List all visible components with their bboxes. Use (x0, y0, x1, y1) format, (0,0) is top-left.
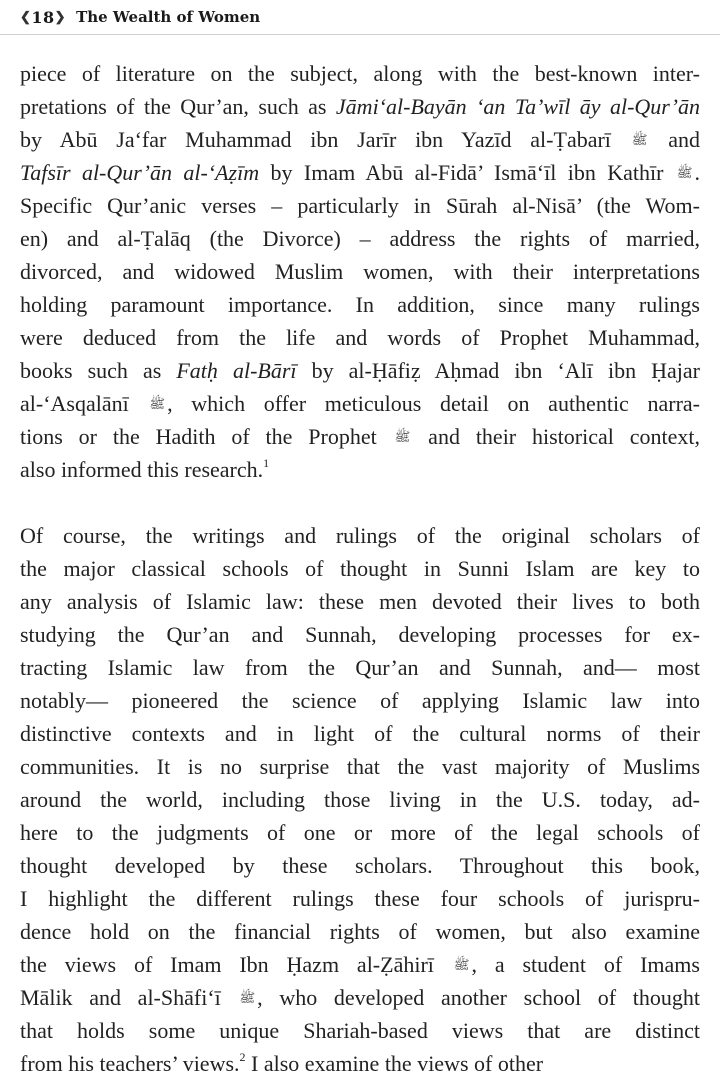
book-title: The Wealth of Women (76, 8, 261, 26)
page-number (20, 8, 66, 27)
text-line (20, 123, 700, 156)
text-run: thought developed by these scholars. Throughout this book, (20, 853, 700, 878)
text-run: notably— pioneered the science of applying Islamic law into (20, 688, 700, 713)
text-run: communities. It is no surprise that the vast majority of Muslims (20, 754, 700, 779)
text-run: tracting Islamic law from the Qur’an and Sunnah, and— most (20, 655, 700, 680)
text-run: by Abū Ja‘far Muhammad ibn Jarīr ibn Yazīd al-Ṭabarī (20, 127, 630, 152)
honorific-icon: ﷺ (453, 957, 470, 972)
body-text (20, 57, 700, 1080)
text-run: dence hold on the financial rights of women, but also examine (20, 919, 700, 944)
text-line (20, 948, 700, 981)
text-run: . (694, 160, 700, 185)
text-run: tions or the Hadith of the Prophet (20, 424, 393, 449)
text-run: around the world, including those living in the U.S. today, ad- (20, 787, 700, 812)
text-line (20, 222, 700, 255)
text-run: books such as (20, 358, 177, 383)
text-run: any analysis of Islamic law: these men devoted their lives to both (20, 589, 700, 614)
text-line (20, 816, 700, 849)
text-run: Specific Qur’anic verses – particularly in Sūrah al-Nisā’ (the Wom- (20, 193, 700, 218)
text-line (20, 519, 700, 552)
text-run: that holds some unique Shariah-based views that are distinct (20, 1018, 700, 1043)
paragraph (20, 519, 700, 1080)
text-line (20, 387, 700, 420)
text-run: from his teachers’ views. (20, 1051, 240, 1076)
text-line (20, 849, 700, 882)
text-line (20, 981, 700, 1014)
text-line (20, 585, 700, 618)
text-run: and their historical context, (412, 424, 700, 449)
text-line (20, 288, 700, 321)
text-line (20, 420, 700, 453)
text-run: the major classical schools of thought in Sunni Islam are key to (20, 556, 700, 581)
text-run: I also examine the views of other (245, 1051, 544, 1076)
italic-title: Tafsīr al-Qur’ān al-‘Aẓīm (20, 160, 260, 185)
honorific-icon: ﷺ (239, 990, 256, 1005)
text-line (20, 57, 700, 90)
text-line (20, 684, 700, 717)
text-line (20, 882, 700, 915)
text-line (20, 255, 700, 288)
text-run: by al-Ḥāfiẓ Aḥmad ibn ‘Alī ibn Ḥajar (296, 358, 700, 383)
text-line (20, 1047, 700, 1080)
text-run: Mālik and al-Shāfi‘ī (20, 985, 238, 1010)
text-line (20, 651, 700, 684)
text-run: , a student of Imams (471, 952, 700, 977)
text-run: piece of literature on the subject, along with the best-known inter- (20, 61, 700, 86)
honorific-icon: ﷺ (631, 132, 648, 147)
text-run: studying the Qur’an and Sunnah, developing processes for ex- (20, 622, 700, 647)
text-run: also informed this research. (20, 457, 264, 482)
left-ornament-icon: ❮ (20, 9, 32, 25)
text-run: and (649, 127, 701, 152)
text-run: , who developed another school of thought (257, 985, 700, 1010)
text-line (20, 90, 700, 123)
text-line (20, 453, 700, 486)
text-run: the views of Imam Ibn Ḥazm al-Ẓāhirī (20, 952, 452, 977)
text-run: al-‘Asqalānī (20, 391, 148, 416)
text-run: by Imam Abū al-Fidā’ Ismā‘īl ibn Kathīr (259, 160, 675, 185)
text-run: were deduced from the life and words of Prophet Muhammad, (20, 325, 700, 350)
text-run: pretations of the Qur’an, such as (20, 94, 336, 119)
italic-title: Jāmi‘al-Bayān ‘an Ta’wīl āy al-Qur’ān (335, 94, 701, 119)
text-run: Of course, the writings and rulings of the original scholars of (20, 523, 700, 548)
text-run: holding paramount importance. In addition, since many rulings (20, 292, 700, 317)
text-line (20, 618, 700, 651)
text-run: here to the judgments of one or more of the legal schools of (20, 820, 700, 845)
footnote-marker: 1 (263, 456, 270, 470)
running-header (0, 0, 720, 35)
text-run: , which offer meticulous detail on authentic narra- (167, 391, 700, 416)
paragraph (20, 57, 700, 486)
right-ornament-icon: ❯ (54, 9, 67, 25)
text-run: I highlight the different rulings these four schools of jurispru- (20, 886, 700, 911)
text-line (20, 717, 700, 750)
text-line (20, 354, 700, 387)
text-line (20, 915, 700, 948)
honorific-icon: ﷺ (394, 429, 411, 444)
text-line (20, 189, 700, 222)
text-line (20, 783, 700, 816)
honorific-icon: ﷺ (149, 396, 166, 411)
text-run: divorced, and widowed Muslim women, with their interpretations (20, 259, 700, 284)
text-line (20, 321, 700, 354)
page-number-value: 18 (31, 7, 55, 27)
italic-title: Fatḥ al-Bārī (176, 358, 297, 383)
text-line (20, 1014, 700, 1047)
footnote-marker: 2 (239, 1050, 246, 1064)
text-run: en) and al-Ṭalāq (the Divorce) – address the rights of married, (20, 226, 700, 251)
text-run: distinctive contexts and in light of the cultural norms of their (20, 721, 700, 746)
text-line (20, 552, 700, 585)
text-line (20, 156, 700, 189)
text-line (20, 750, 700, 783)
honorific-icon: ﷺ (676, 165, 693, 180)
